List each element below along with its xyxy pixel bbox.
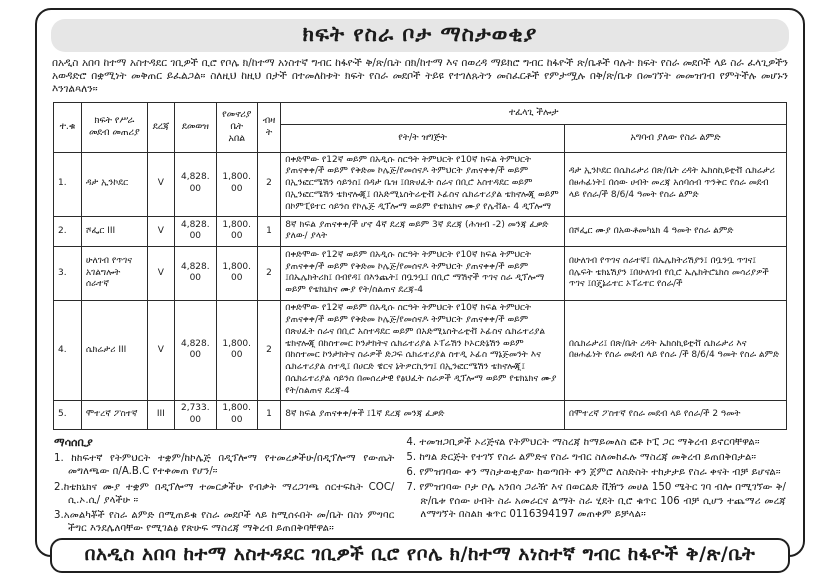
education-cell: 8ኛ ክፍል ያጠናቀቀ/ች ሆኖ 4ኛ ደረጃ ወይም 3ኛ ደረጃ (ሕዝብ -2) መንጃ ፈቃድ ያለው/ ያላት xyxy=(281,216,565,246)
level-cell: V xyxy=(147,246,174,300)
education-cell: በቀድሞው የ12ኛ ወይም በአዲሱ ስርዓት ትምህርት የ10ኛ ክፍል ትምህርት ያጠናቀቀ/ች ወይም የቅድመ ኮሌጅ/የመሰናዶ ትምህርት ያጠናቀቀ/ች ወይም ፤በኤሌክትሪክ፤ በብየዳ፤ በእንጨት፤ በቧንቧ፤ በቢሮ ማሽኖች ጥገና ስራ ዲፕሎማ ወይም የቴክኒክና ሙያ የት/ስልጠና ደረጃ-4 xyxy=(281,246,565,300)
notes-left-column xyxy=(54,436,394,538)
col-header-no: ተ.ቁ xyxy=(54,102,82,152)
level-cell: V xyxy=(147,216,174,246)
level-cell: V xyxy=(147,152,174,216)
education-cell: በቀድሞው የ12ኛ ወይም በአዲሱ ስርዓት ትምህርት የ10ኛ ክፍል ትምህርት ያጠናቀቀ/ች ወይም የቅድመ ኮሌጅ/የመሰናዶ ትምህርት ያጠናቀቀ/ች ወይም በኢንፎርሜሽን ሳይንስ፤ በዳታ ቤዝ ፤በጽሀፈት ስራና በቢሮ አስተዳደር ወይም በኢንፎርሜሽን ቴክኖሎጂ፤ በአድሚኒስትሬቲቭ ኦፊስና ሴክሬተሪያል ቴክኖሎጂ ወይም በኮምፒዩተር ሳይንስ የኮሌጅ ዲፕሎማ ወይም የቴክኒክና ሙያ የሌቭል- 4 ዲፕሎማ xyxy=(281,152,565,216)
note-item-7: 7. የምዝገባው ቦታ ቦሌ አንበሳ ጋራዥ እና በወርልድ ቪዥን መሀል 150 ሜትር ገባ ብሎ በሚገኘው ቅ/ጽ/ቤቱ የሰው ሀብት ስራ አመራርና ልማት ስራ ሂደት ቢሮ ቁጥር 106 ብቻ ሲሆን ተጨማሪ መረጃ ለማግኘት በስልክ ቁጥር 0116394197 መጠቀም ይቻላል። xyxy=(406,482,786,520)
table-row xyxy=(54,400,787,429)
table-row xyxy=(54,152,787,216)
level-cell: V xyxy=(147,300,174,400)
vacancy-table xyxy=(53,102,787,430)
salary-cell: 4,828.00 xyxy=(174,152,216,216)
row-number: 2. xyxy=(54,216,82,246)
education-cell: 8ኛ ክፍል ያጠናቀቀ/ቀች ፤1ኛ ደረጃ መንጃ ፈቃድ xyxy=(281,400,565,429)
notes-heading: ማሳሰቢያ xyxy=(54,435,93,449)
salary-cell: 4,828.00 xyxy=(174,216,216,246)
row-number: 1. xyxy=(54,152,82,216)
notes-right-column xyxy=(406,436,786,538)
col-header-position: ክፍት የሥራ መደብ መጠሪያ xyxy=(81,102,147,152)
intro-paragraph: በአዲስ አበባ ከተማ አስተዳደር ገቢዎች ቢሮ የቦሌ ክ/ከተማ አነስተኛ ግብር ከፋዮች ቅ/ጽ/ቤት በክ/ከተማ እና በወረዳ ማይክሮ ግብር ከፋዮች ጽ/ቤቶች ባሉት ክፍት የስራ መደቦች ላይ ስራ ፈላጊዎችን አወዳድሮ በቋሚነት መቅጠር ይፈልጋል። ስለዚህ ከዚህ በታች በተመለከቱት ክፍት የስራ መደቦች ትይዩ የተገለጹትን መስፈርቶች የምታሟሉ በቅ/ጽ/ቤቱ በመገኘት መመዝገብ የምትችሉ መሆኑን እንገልጻለን። xyxy=(52,57,788,96)
experience-cell: በሴክሬታሪ፤ በጽ/ቤት ረዳት ኤክስኪዩቲቭ ሴክሬታሪ እና በፀሐፊነት የስራ መደብ ላይ የሰራ /ች 8/6/4 ዓመት የስራ ልምድ xyxy=(564,300,786,400)
experience-cell: በሁለገብ የጥገና ሰራተኛ፤ በኤሌክትሪሽያን፤ በቧንቧ ጥገና፤ በሌፍት ቴክኒሽያን ፤በሁለገብ የቢሮ ኤሌክትሮኒክስ መሳሪያዎች ጥገና ፤በጄኔሬተር ኦፐሬተር የሰራ/ች xyxy=(564,246,786,300)
note-item-2: 2.ከቴክኒክና ሙያ ተቋም በዲፕሎማ ተመርቃችሁ የብቃት ማረጋገጫ ሰርተፍኬት COC/ ሲ.ኦ.ሲ/ ያላችሁ ። xyxy=(54,481,395,506)
quantity-cell: 2 xyxy=(257,152,280,216)
education-cell: በቀድሞው የ12ኛ ወይም በአዲሱ ስርዓት ትምህርት የ10ኛ ክፍል ትምህርት ያጠናቀቀ/ች ወይም የቅድመ ኮሌጅ/የመሰናዶ ትምህርት ያጠናቀቀ/ች ወይም በጽሀፈት ስራና በቢሮ አስተዳደር ወይም በአድሚኒስትሬቲቭ ኦፊስና ሴክሬተሪያል ቴክኖሎጂ በከስተመር ኮንታክትና ሴክሬተሪያል ኦፐሬሽን ኮኦርድኔሽን ወይም በከስተመር ኮንታክትና ስራዎች ድጋፍ ሴክሬተሪያል ስተዲ ኦፊስ ማኔጅመንት እና ሴክሬተሪያል ስተዲ፤ በሀርድ ዌርና ኔትዎርኪንግ፤ በኢንፎርሜሽን ቴክኖሎጂ፤ በሴክሬተሪያል ሳይንስ በመሰረታዊ የፅህፈት ስራዎች ዲፕሎማ ወይም የቴክኒክና ሙያ የት/ስልጠና ደረጃ-4 xyxy=(281,300,565,400)
note-item-6: 6. የምዝገባው ቀን ማስታወቂያው ከወጣበት ቀን ጀምሮ ለስድስት ተከታታይ የስራ ቀናት ብቻ ይሆናል። xyxy=(406,467,781,479)
allowance-cell: 1,800.00 xyxy=(216,246,257,300)
note-item-5: 5. ከግል ድርጅት የተገኘ የስራ ልምድና የስራ ግብር ስለመከፈሉ ማስረጃ መቅረብ ይጠበቅበታል። xyxy=(406,451,757,463)
salary-cell: 2,733.00 xyxy=(174,400,216,429)
position-cell: ሾፌር III xyxy=(81,216,147,246)
table-row xyxy=(54,216,787,246)
page-title: ክፍት የስራ ቦታ ማስታወቂያ xyxy=(51,19,789,52)
row-number: 4. xyxy=(54,300,82,400)
col-header-education: የት/ት ዝግጅት xyxy=(281,124,565,152)
col-header-level: ደረጃ xyxy=(147,102,174,152)
position-cell: ሁለገብ የጥገና አገልግሎት ሰራተኛ xyxy=(81,246,147,300)
position-cell: ዳታ ኢንኮደር xyxy=(81,152,147,216)
quantity-cell: 2 xyxy=(257,300,280,400)
col-header-allowance: የመኖሪያ ቤት አበል xyxy=(216,102,257,152)
salary-cell: 4,828.00 xyxy=(174,300,216,400)
notes-section xyxy=(54,436,786,538)
table-row xyxy=(54,246,787,300)
row-number: 5. xyxy=(54,400,82,429)
quantity-cell: 1 xyxy=(257,216,280,246)
position-cell: ሞተረኛ ፖስተኛ xyxy=(81,400,147,429)
note-item-4: 4. ተመዝጋቢዎች ኦሪጅናል የትምህርት ማስረጃ ከማይመለስ ፎቶ ኮፒ ጋር ማቅረብ ይኖርባቸዋል። xyxy=(406,436,760,448)
allowance-cell: 1,800.00 xyxy=(216,152,257,216)
experience-cell: ዳታ ኢንኮደር በሴክሬታሪ በጽ/ቤት ረዳት ኤክስኪዩቲቭ ሴክሬታሪ በፀሐፊነት፤ በሰው ሀብት መረጃ አሰባሰብ ጥንቅር የስራ መደብ ላይ የሰራ/ች 8/6/4 ዓመት የስራ ልምድ xyxy=(564,152,786,216)
note-item-3: 3.አመልካቾች የስራ ልምድ በሚጠይቁ የስራ መደቦች ላይ ከሚሰሩበት መ/ቤት በስነ ምግባር ችግር እንደሌለባቸው የሚገልፅ የጽሁፍ ማስረጃ ማቅረብ ይጠበቅባቸዋል። xyxy=(54,510,395,535)
col-header-salary: ደመወዝ xyxy=(174,102,216,152)
col-header-quantity: ብዛት xyxy=(257,102,280,152)
announcement-sheet xyxy=(35,8,805,565)
quantity-cell: 1 xyxy=(257,400,280,429)
issuing-office-banner: በአዲስ አበባ ከተማ አስተዳደር ገቢዎች ቢሮ የቦሌ ክ/ከተማ አነስተኛ ግብር ከፋዮች ቅ/ጽ/ቤት xyxy=(50,538,790,573)
allowance-cell: 1,800.00 xyxy=(216,300,257,400)
experience-cell: በሾፌር ሙያ በአውቶመካኒክ 4 ዓመት የስራ ልምድ xyxy=(564,216,786,246)
col-header-skills-group: ተፈላጊ ችሎታ xyxy=(281,102,787,124)
col-header-experience: አግባብ ያለው የስራ ልምድ xyxy=(564,124,786,152)
note-item-1: 1. ከከፍተኛ የትምህርት ተቋም/ከኮሌጅ በዲፕሎማ የተመረቃችሁ/በዲፕሎማ የውጤት መግለጫው በ/A.B.C የተቀመጠ የሆን/። xyxy=(54,453,395,478)
table-row xyxy=(54,300,787,400)
row-number: 3. xyxy=(54,246,82,300)
allowance-cell: 1,800.00 xyxy=(216,400,257,429)
level-cell: III xyxy=(147,400,174,429)
experience-cell: በሞተረኛ ፖስተኛ የስራ መደብ ላይ የሰራ/ች 2 ዓመት xyxy=(564,400,786,429)
allowance-cell: 1,800.00 xyxy=(216,216,257,246)
position-cell: ሴክሬታሪ III xyxy=(81,300,147,400)
quantity-cell: 2 xyxy=(257,246,280,300)
salary-cell: 4,828.00 xyxy=(174,246,216,300)
